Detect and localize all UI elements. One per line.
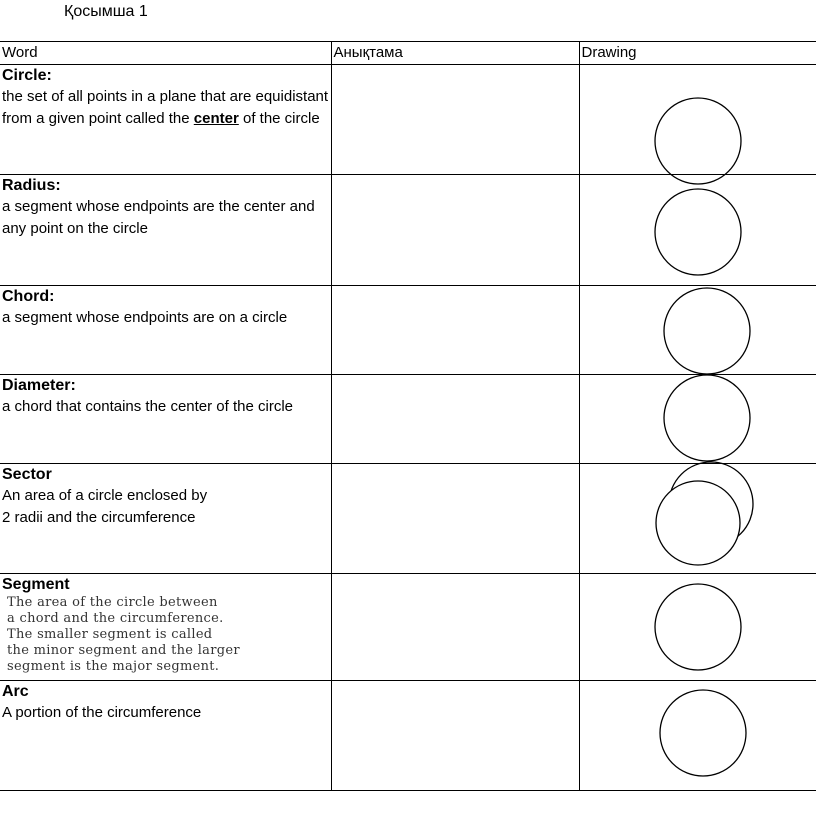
term-radius: Radius: (2, 176, 61, 194)
definition-sector-line-1: An area of a circle enclosed by (2, 487, 208, 504)
definition-radius: a segment whose endpoints are the center and any point on the circle (2, 198, 315, 237)
definition-segment-line-2: a chord and the circumference. (7, 611, 224, 626)
definition-segment-line-5: segment is the major segment. (7, 659, 220, 674)
arc-drawing (580, 681, 810, 791)
definition-circle (2, 86, 329, 129)
header-row (0, 42, 816, 65)
segment-drawing (580, 574, 810, 681)
chord-drawing (580, 286, 810, 375)
table-row (0, 463, 816, 573)
definition-segment-line-3: The smaller segment is called (7, 627, 213, 642)
drawing-cell[interactable] (579, 285, 816, 374)
radius-drawing (580, 175, 810, 286)
drawing-cell[interactable] (579, 463, 816, 573)
table-row (0, 174, 816, 285)
definition-cell[interactable] (331, 374, 579, 463)
definition-cell[interactable] (331, 64, 579, 174)
drawing-cell[interactable] (579, 64, 816, 174)
header-drawing: Drawing (579, 42, 816, 65)
table-row (0, 374, 816, 463)
table-row (0, 64, 816, 174)
definition-cell[interactable] (331, 680, 579, 790)
header-definition: Анықтама (331, 42, 579, 65)
term-sector: Sector (2, 465, 52, 483)
vocabulary-table (0, 41, 816, 791)
drawing-cell[interactable] (579, 573, 816, 680)
definition-segment-line-4: the minor segment and the larger (7, 643, 240, 658)
definition-cell[interactable] (331, 174, 579, 285)
term-diameter: Diameter: (2, 376, 76, 394)
header-word: Word (0, 42, 331, 65)
sector-drawing (580, 464, 810, 574)
word-cell (0, 680, 331, 790)
definition-arc: A portion of the circumference (2, 704, 202, 721)
term-arc: Arc (2, 682, 29, 700)
definition-cell[interactable] (331, 463, 579, 573)
word-cell (0, 285, 331, 374)
definition-circle-text: the set of all points in a plane that are equidistant from a given point called the (2, 88, 329, 127)
definition-segment-line-1: The area of the circle between (7, 595, 218, 610)
document-title: Қосымша 1 (64, 3, 148, 20)
term-chord: Chord: (2, 287, 55, 305)
term-segment: Segment (2, 575, 70, 593)
drawing-cell[interactable] (579, 374, 816, 463)
circle-drawing (580, 65, 810, 175)
diameter-drawing (580, 375, 810, 464)
term-circle: Circle: (2, 66, 52, 84)
definition-cell[interactable] (331, 285, 579, 374)
drawing-cell[interactable] (579, 680, 816, 790)
definition-sector-line-2: 2 radii and the circumference (2, 508, 196, 526)
center-keyword: center (193, 109, 239, 127)
drawing-cell[interactable] (579, 174, 816, 285)
word-cell (0, 174, 331, 285)
word-cell (0, 64, 331, 174)
definition-diameter: a chord that contains the center of the circle (2, 398, 293, 415)
definition-cell[interactable] (331, 573, 579, 680)
word-cell (0, 573, 331, 680)
table-row (0, 285, 816, 374)
word-cell (0, 374, 331, 463)
table-row (0, 573, 816, 680)
definition-circle-text-end: of the circle (238, 109, 320, 127)
table-row (0, 680, 816, 790)
word-cell (0, 463, 331, 573)
definition-chord: a segment whose endpoints are on a circle (2, 309, 288, 326)
